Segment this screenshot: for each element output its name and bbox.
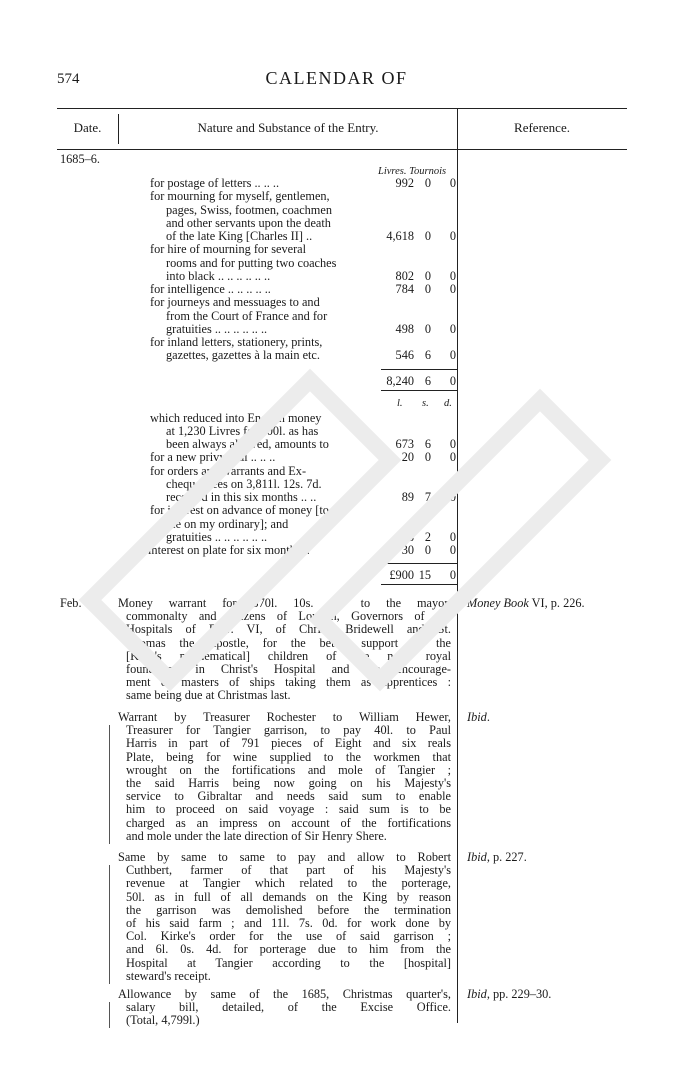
entry-reference [467,711,490,724]
entry-reference-title: Ibid [467,987,487,1001]
entry-line: foundation in Christ's Hospital and the encourage- [126,663,451,677]
account-line: at 1,230 Livres for 100l. as has [166,423,319,438]
amount-minor: 0 [449,373,456,388]
account-line: for a new privy seal .. .. .. [150,450,276,465]
entry-body [118,711,451,843]
amount-major: £900 [389,568,414,583]
entry-line: Treasurer for Tangier garrison, to pay 40l. to Paul [126,724,451,738]
column-divider-right [457,108,458,1023]
account-line: for mourning for myself, gentlemen, [150,189,330,204]
account-line: for postage of letters .. .. .. [150,176,280,190]
account-line: from the Court of France and for [166,308,328,323]
account-line: interest on plate for six months .. [148,543,310,557]
header-rule [57,149,627,150]
account-line: for journeys and messuages to and [150,295,320,310]
entry-reference-locator: . [486,710,490,724]
sum-rule [381,390,457,391]
top-rule [57,108,627,109]
amount-major: 4,618 [386,229,414,243]
amount-mid: 2 [424,529,431,544]
amount-mid: 0 [424,450,431,465]
page-number: 574 [57,71,80,87]
sterling-l-heading: l. [397,397,403,409]
account-line: into black .. .. .. .. .. .. [166,268,271,283]
amount-mid: 0 [424,543,431,557]
entry-reference [467,597,585,610]
entry-line: (Total, 4,799l.) [126,1014,200,1028]
amount-minor: 0 [449,348,456,363]
account-line: chequer fees on 3,811l. 12s. 7d. [166,476,322,491]
entry-line: [King's mathematical] children of the new royal [126,649,451,663]
account-line: received in this six months .. .. [166,490,317,504]
amount-mid: 15 [418,568,431,583]
entry-line: wrought on the fortifications and mole of Tangier ; [126,763,451,777]
sterling-s-heading: s. [422,397,429,409]
sum-rule [381,369,457,370]
entry-body [118,597,451,703]
amount-major: 546 [395,348,414,363]
amount-major: 802 [395,268,414,283]
amount-minor: 0 [449,450,456,465]
entry-line: charged as an impress on account of the fortifications [126,816,451,830]
amount-major: 88 [401,529,414,544]
amount-major: 992 [395,176,414,190]
entry-line: revenue at Tangier which related to the porterage, [126,877,451,891]
amount-major: 89 [401,490,414,504]
entry-reference-locator: , pp. 229–30. [486,987,552,1001]
running-title: CALENDAR OF [265,68,408,88]
entry-date: Feb. 8. [60,596,94,610]
amount-mid: 6 [424,348,431,363]
account-line: which reduced into English money [150,410,322,425]
amount-mid: 6 [424,373,431,388]
entry-line: Money warrant for 370l. 10s. 0d. to the mayor, [118,597,451,610]
account-line: gazettes, gazettes à la main etc. [166,348,320,363]
account-line: gratuities .. .. .. .. .. .. [166,321,268,336]
entry-line: him to proceed on said voyage : said sum is to be [126,803,451,817]
amount-minor: 0 [449,529,456,544]
amount-mid: 0 [424,268,431,283]
amount-minor: 0 [449,176,456,190]
amount-minor: 0 [449,268,456,283]
sum-rule [381,584,457,585]
account-line: me on my ordinary]; and [166,516,289,531]
entry-line: Same by same to same to pay and allow to Robert [118,851,451,864]
amount-major: 498 [395,321,414,336]
account-line: for inland letters, stationery, prints, [150,335,323,349]
entry-line: Hospital at Tangier according to the [hospital] [126,956,451,970]
entry-reference-locator: , p. 227. [486,850,527,864]
entry-line: service to Gibraltar and needs said sum to enable [126,790,451,804]
year-label: 1685–6. [60,152,100,166]
entry-body [118,851,451,983]
amount-major: 784 [395,282,414,296]
entry-reference-title: Ibid [467,710,487,724]
amount-major: 30 [401,543,414,557]
account-line: for intelligence .. .. .. .. .. [150,282,271,296]
account-line: gratuities .. .. .. .. .. .. [166,529,268,544]
amount-major: 20 [401,450,414,465]
amount-major: 673 [395,437,414,451]
entry-reference [467,851,527,864]
entry-body [118,988,451,1028]
entry-line: commonalty and citizens of London, Governors of the [126,610,451,624]
amount-mid: 0 [424,229,431,243]
currency-heading: Livres. Tournois [378,166,447,177]
amount-minor: 0 [449,490,456,504]
entry-reference-locator: VI, p. 226. [528,596,585,610]
entry-line: the said Harris being now going on his Majesty's [126,777,451,791]
amount-minor: 0 [449,229,456,243]
entry-reference [467,988,551,1001]
entry-margin-bar [109,865,110,984]
entry-line: Allowance by same of the 1685, Christmas quarter's, [118,988,451,1001]
entry-line: salary bill, detailed, of the Excise Office. [126,1001,451,1015]
account-line: rooms and for putting two coaches [166,255,337,270]
account-line: and other servants upon the death [166,215,331,230]
entry-line: Warrant by Treasurer Rochester to William Hewer, [118,711,451,724]
entry-line: Thomas the Apostle, for the better support of the [126,636,451,650]
column-header-reference: Reference. [514,120,570,135]
amount-major: 8,240 [386,373,414,388]
entry-line: Plate, being for wine supplied to the workmen that [126,750,451,764]
account-line: for interest on advance of money [to [150,503,329,518]
entry-line: Hospitals of Edw. VI, of Christ, Bridewell and St. [126,623,451,637]
amount-minor: 0 [449,282,456,296]
entry-margin-bar [109,725,110,844]
entry-line: the garrison was demolished before the termination [126,903,451,917]
amount-minor: 0 [449,321,456,336]
amount-minor: 0 [449,543,456,557]
sterling-d-heading: d. [444,397,452,409]
account-line: for hire of mourning for several [150,242,307,257]
entry-line: Harris in part of 791 pieces of Eight and six reals [126,737,451,751]
account-line: pages, Swiss, footmen, coachmen [166,202,332,217]
entry-reference-title: Money Book [467,596,529,610]
entry-margin-bar [109,1002,110,1028]
entry-line: and 6l. 0s. 4d. for porterage due to him from the [126,943,451,957]
account-line: for orders and warrants and Ex- [150,463,307,478]
entry-line: Col. Kirke's order for the use of said garrison ; [126,930,451,944]
amount-mid: 7 [424,490,431,504]
amount-mid: 6 [424,437,431,451]
amount-mid: 0 [424,176,431,190]
column-header-date: Date. [73,120,102,135]
entry-line: steward's receipt. [126,969,211,983]
column-header-nature: Nature and Substance of the Entry. [197,120,379,135]
entry-line: and mole under the late direction of Sir Henry Shere. [126,829,387,843]
amount-minor: 0 [449,568,456,583]
account-line: of the late King [Charles II] .. [166,229,313,243]
amount-mid: 0 [424,282,431,296]
account-line: been always allowed, amounts to [166,437,329,451]
entry-line: of his said farm ; and 11l. 7s. 0d. for work done by [126,917,451,931]
amount-minor: 0 [449,437,456,451]
entry-line: 50l. as in full of all demands on the King by reason [126,890,451,904]
entry-reference-title: Ibid [467,850,487,864]
amount-mid: 0 [424,321,431,336]
entry-line: ment of masters of ships taking them as apprentices : [126,676,451,690]
sum-rule [381,563,457,564]
entry-line: Cuthbert, farmer of that part of his Majesty's [126,864,451,878]
entry-line: same being due at Christmas last. [126,689,291,703]
